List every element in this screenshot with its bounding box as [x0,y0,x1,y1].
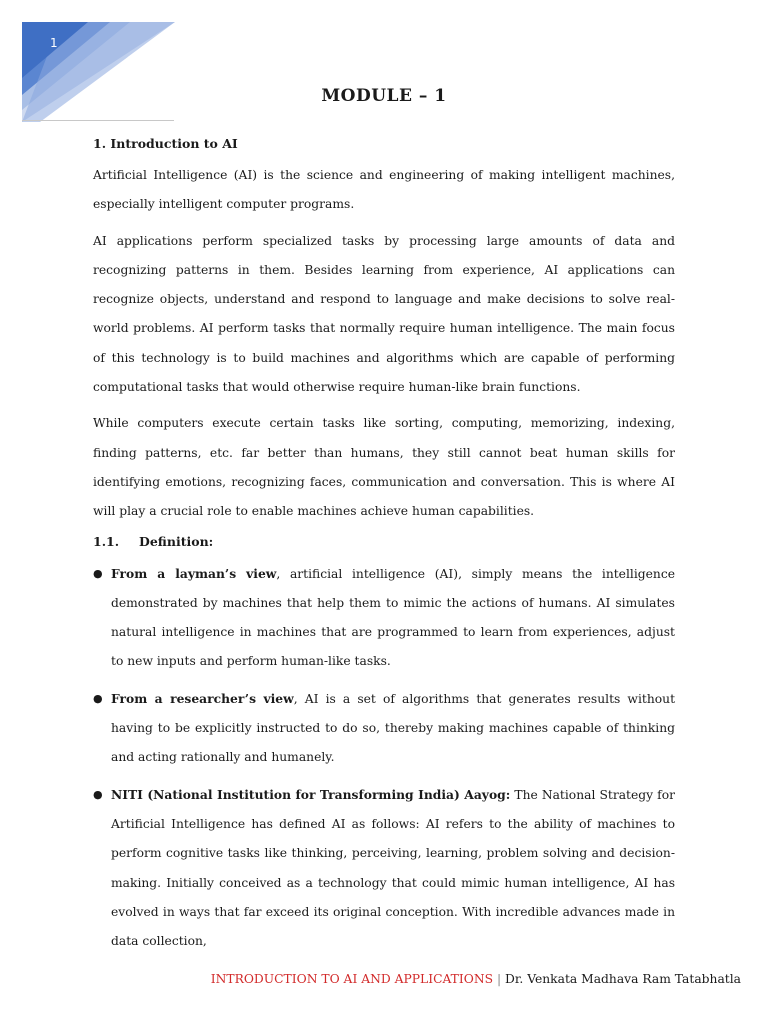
bullet-icon: ● [93,691,103,705]
list-item-text: , artificial intelligence (AI), simply means the intelligence demonstrated by machines that help them to mimic the actions of humans. AI simulates natural intelligence in machines that are programmed to learn from experiences, adjust to new inputs and perform human-like tasks. [111,566,675,669]
corner-decoration [0,0,175,125]
footer-course: INTRODUCTION TO AI AND APPLICATIONS [210,972,494,986]
footer-separator: | [496,972,502,986]
subsection-number: 1.1. [93,533,120,549]
definition-list [93,559,675,957]
section-heading: 1. Introduction to AI [93,136,238,151]
subsection-title: Definition: [139,533,214,549]
list-item-lead: From a layman’s view [111,565,277,581]
list-item-lead: From a researcher’s view [111,690,294,706]
document-body [93,136,675,963]
list-item-text: , AI is a set of algorithms that generates results without having to be explicitly instructed to do so, thereby making machines capable of thinking and acting rationally and humanely. [111,691,676,765]
page-number: 1 [50,36,58,50]
corner-underline [22,120,174,121]
page-title: MODULE – 1 [321,86,447,106]
list-item [93,780,675,957]
paragraph: Artificial Intelligence (AI) is the science and engineering of making intelligent machines, especially intelligent computer programs. [93,168,675,212]
footer-author: Dr. Venkata Madhava Ram Tatabhatla [505,972,741,986]
page-footer [211,972,741,986]
paragraph: AI applications perform specialized tasks by processing large amounts of data and recognizing patterns in them. Besides learning from experience, AI applications can recognize objects, understand and respond to language and make decisions to solve real-world problems. AI perform tasks that normally require human intelligence. The main focus of this technology is to build machines and algorithms which are capable of performing computational tasks that would otherwise require human-like brain functions. [93,233,675,395]
paragraph: While computers execute certain tasks like sorting, computing, memorizing, indexing, finding patterns, etc. far better than humans, they still cannot beat human skills for identifying emotions, recognizing faces, communication and conversation. This is where AI will play a crucial role to enable machines achieve human capabilities. [93,416,675,519]
list-item [93,684,675,773]
list-item-lead: NITI (National Institution for Transforming India) Aayog: [111,786,511,802]
subsection-heading [93,534,675,549]
bullet-icon: ● [93,787,103,801]
list-item-text: The National Strategy for Artificial Intelligence has defined AI as follows: AI refers to the ability of machines to perform cognitive tasks like thinking, perceiving, learning, problem solving and decision-making. Initially conceived as a technology that could mimic human intelligence, AI has evolved in ways that far exceed its original conception. With incredible advances made in data collection, [111,787,675,949]
bullet-icon: ● [93,566,103,580]
list-item [93,559,675,677]
